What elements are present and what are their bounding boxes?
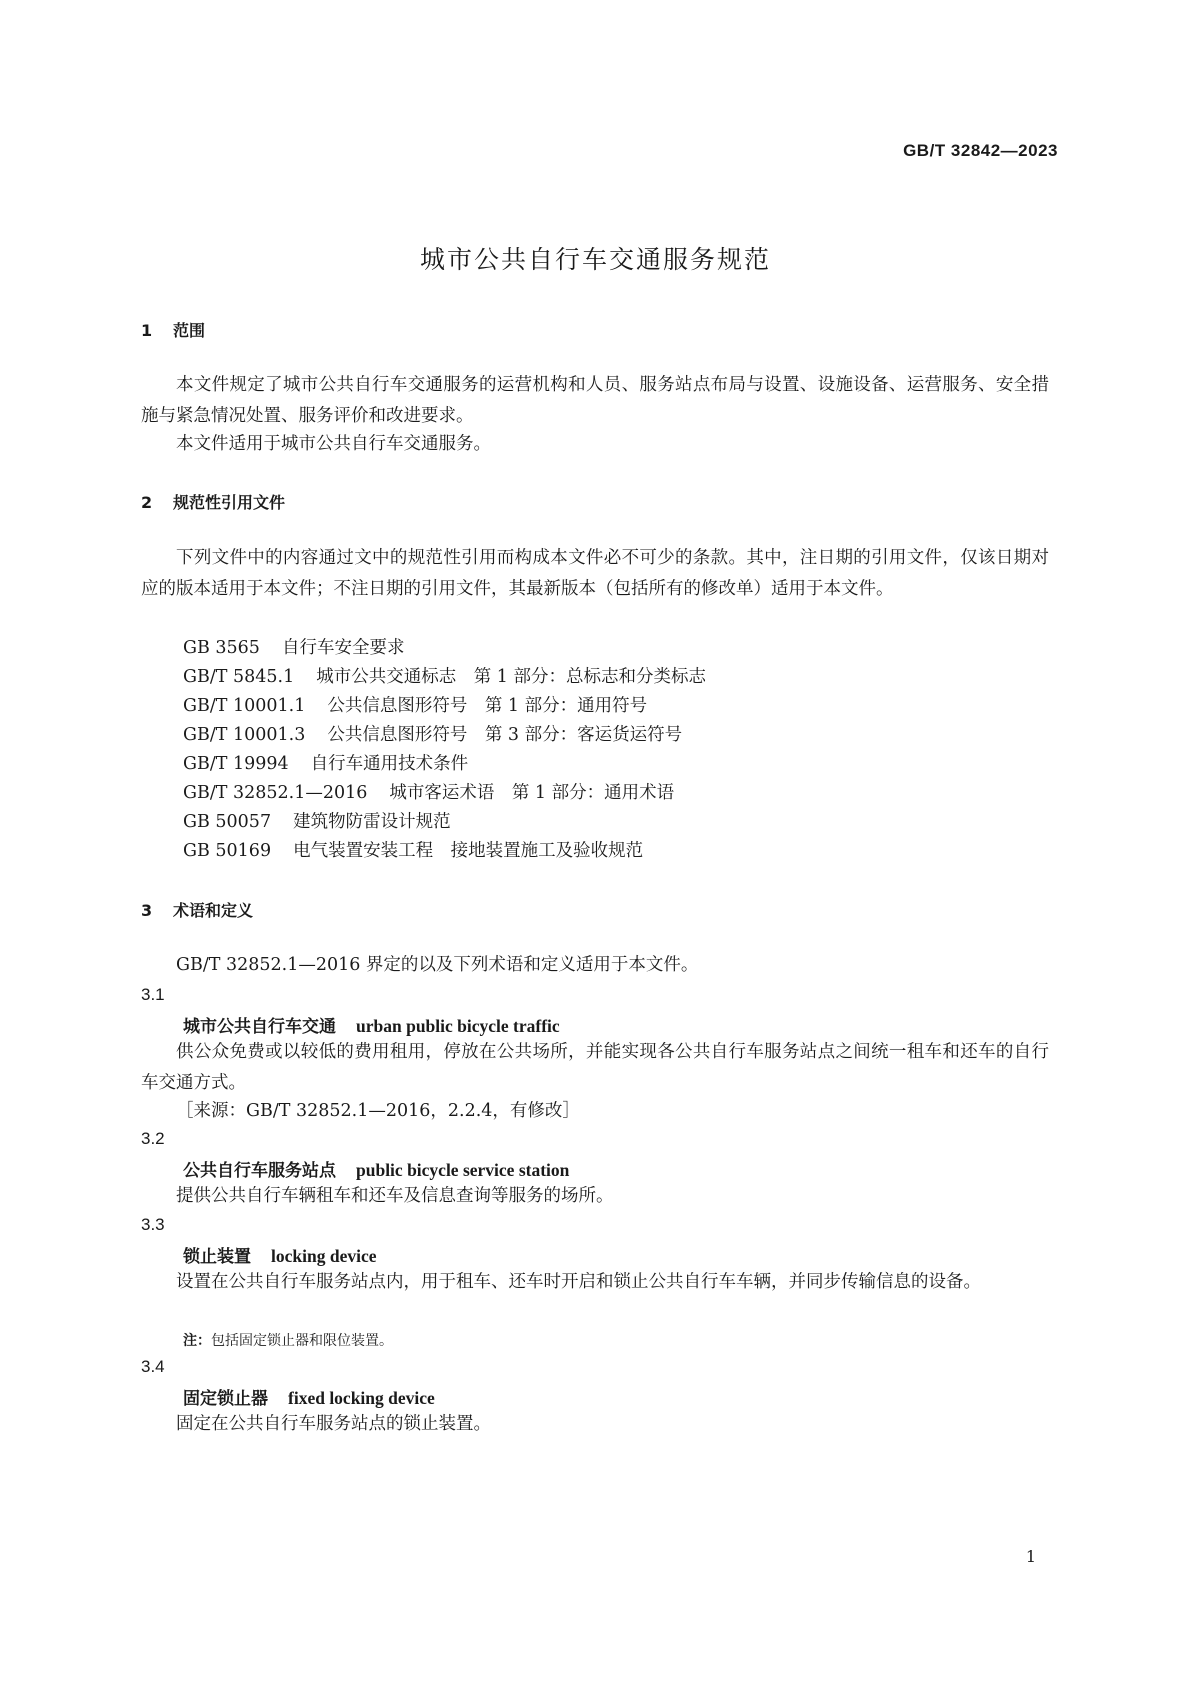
term-heading (183, 1242, 376, 1267)
term-number: 3.4 (141, 1357, 165, 1376)
reference-code: GB/T 10001.3 (183, 725, 306, 745)
section-title: 术语和定义 (173, 901, 254, 920)
reference-code: GB 50169 (183, 841, 272, 861)
document-title: 城市公共自行车交通服务规范 (419, 245, 771, 274)
reference-item (183, 692, 647, 717)
term-heading (183, 1012, 560, 1037)
section-number: 3 (141, 901, 153, 920)
section-heading-scope (141, 318, 205, 341)
term-number: 3.3 (141, 1215, 165, 1234)
term-heading (183, 1156, 569, 1181)
term-definition: 提供公共自行车辆租车和还车及信息查询等服务的场所。 (176, 1186, 614, 1206)
term-name-en: fixed locking device (288, 1388, 435, 1408)
reference-item (183, 779, 674, 804)
term-number: 3.2 (141, 1129, 165, 1148)
reference-code: GB/T 10001.1 (183, 696, 306, 716)
reference-item (183, 837, 643, 862)
term-name-zh: 锁止装置 (183, 1247, 251, 1267)
reference-title: 自行车安全要求 (281, 638, 405, 658)
note-label: 注： (183, 1333, 211, 1349)
reference-title: 城市客运术语 第 1 部分：通用术语 (389, 783, 675, 803)
reference-item (183, 634, 404, 659)
reference-title: 公共信息图形符号 第 3 部分：客运货运符号 (327, 725, 683, 745)
reference-code: GB/T 5845.1 (183, 667, 295, 687)
section-title: 范围 (173, 321, 206, 340)
reference-item (183, 808, 451, 833)
term-name-en: locking device (271, 1246, 377, 1266)
term-name-en: public bicycle service station (356, 1160, 570, 1180)
reference-code: GB/T 19994 (183, 754, 289, 774)
term-note (183, 1330, 393, 1350)
section-title: 规范性引用文件 (173, 493, 286, 512)
reference-item (183, 721, 682, 746)
section-heading-normative (141, 490, 285, 513)
term-number: 3.1 (141, 985, 165, 1004)
scope-paragraph-1: 本文件规定了城市公共自行车交通服务的运营机构和人员、服务站点布局与设置、设施设备、运营服务、安全措施与紧急情况处置、服务评价和改进要求。 (141, 375, 1049, 426)
term-source: ［来源：GB/T 32852.1—2016，2.2.4，有修改］ (176, 1101, 580, 1121)
reference-title: 建筑物防雷设计规范 (293, 812, 451, 832)
section-number: 1 (141, 321, 153, 340)
scope-paragraph-2: 本文件适用于城市公共自行车交通服务。 (176, 434, 491, 454)
term-name-zh: 公共自行车服务站点 (183, 1161, 336, 1181)
note-text: 包括固定锁止器和限位装置。 (211, 1333, 393, 1349)
reference-title: 公共信息图形符号 第 1 部分：通用符号 (327, 696, 648, 716)
reference-item (183, 750, 468, 775)
reference-code: GB 50057 (183, 812, 272, 832)
normative-intro: 下列文件中的内容通过文中的规范性引用而构成本文件必不可少的条款。其中，注日期的引用文件，仅该日期对应的版本适用于本文件；不注日期的引用文件，其最新版本（包括所有的修改单）适用于本文件。 (141, 548, 1049, 599)
reference-item (183, 663, 706, 688)
reference-title: 电气装置安装工程 接地装置施工及验收规范 (293, 841, 644, 861)
term-definition: 固定在公共自行车服务站点的锁止装置。 (176, 1414, 491, 1434)
page-number: 1 (1025, 1547, 1036, 1566)
term-name-zh: 固定锁止器 (183, 1389, 268, 1409)
standard-code: GB/T 32842—2023 (903, 141, 1058, 160)
term-definition: 供公众免费或以较低的费用租用，停放在公共场所，并能实现各公共自行车服务站点之间统一租车和还车的自行车交通方式。 (141, 1042, 1049, 1093)
term-definition: 设置在公共自行车服务站点内，用于租车、还车时开启和锁止公共自行车车辆，并同步传输信息的设备。 (176, 1272, 981, 1292)
reference-code: GB/T 32852.1—2016 (183, 783, 368, 803)
reference-title: 自行车通用技术条件 (310, 754, 469, 774)
term-name-en: urban public bicycle traffic (356, 1016, 560, 1036)
section-number: 2 (141, 493, 153, 512)
reference-title: 城市公共交通标志 第 1 部分：总标志和分类标志 (316, 667, 706, 687)
terms-intro: GB/T 32852.1—2016 界定的以及下列术语和定义适用于本文件。 (176, 955, 699, 975)
term-heading (183, 1384, 435, 1409)
section-heading-terms (141, 898, 253, 921)
reference-code: GB 3565 (183, 638, 260, 658)
term-name-zh: 城市公共自行车交通 (183, 1017, 336, 1037)
